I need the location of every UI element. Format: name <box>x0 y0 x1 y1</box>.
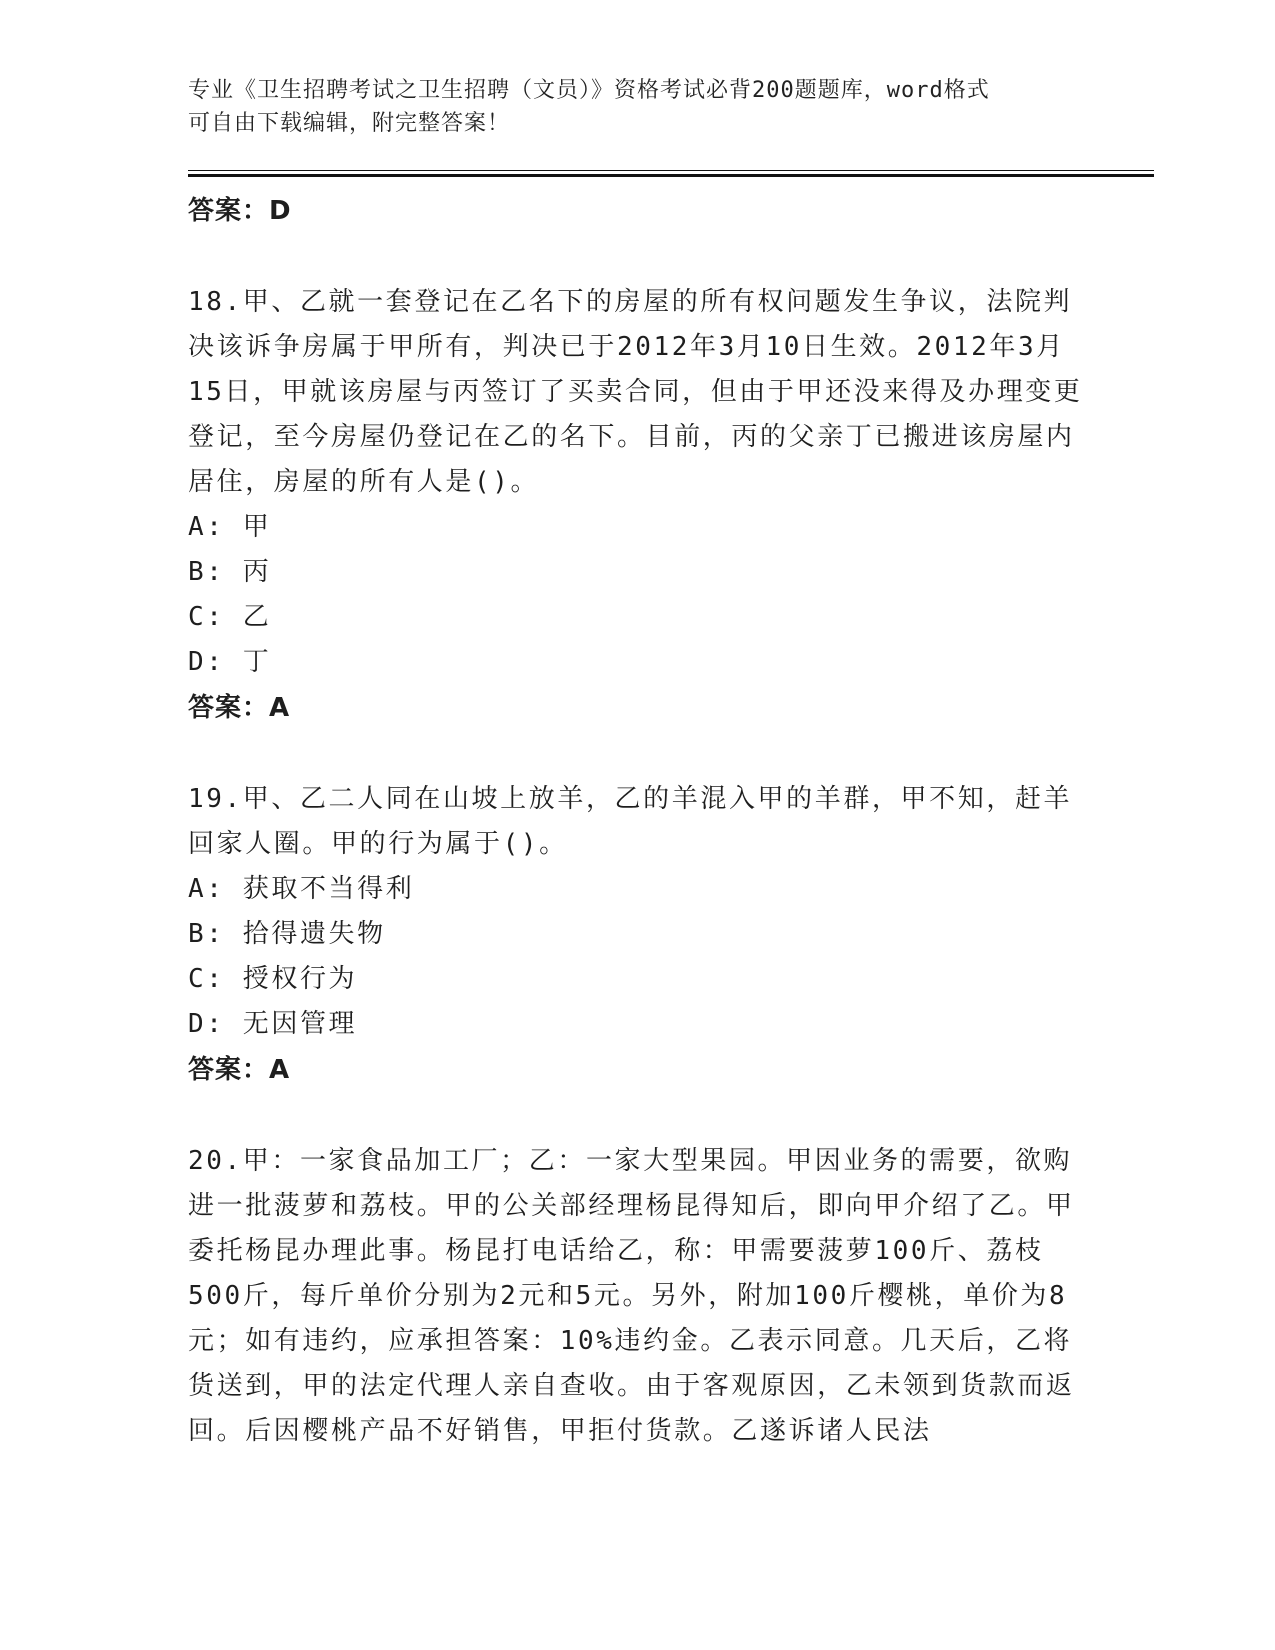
question-stem: 18.甲、乙就一套登记在乙名下的房屋的所有权问题发生争议，法院判决该诉争房属于甲所有，判决已于2012年3月10日生效。2012年3月15日，甲就该房屋与丙签订了买卖合同，但由于甲还没来得及办理变更登记，至今房屋仍登记在乙的名下。目前，丙的父亲丁已搬进该房屋内居住，房屋的所有人是()。 <box>188 287 1083 497</box>
answer-19: 答案：A <box>188 1055 291 1085</box>
option-a: A: 甲 <box>188 512 272 542</box>
answer-18: 答案：A <box>188 693 291 723</box>
question-19 <box>188 777 1088 1093</box>
option-b: B: 拾得遗失物 <box>188 919 386 949</box>
document-header <box>188 74 1078 140</box>
option-c: C: 乙 <box>188 602 272 632</box>
header-title-line1: 专业《卫生招聘考试之卫生招聘（文员）》资格考试必背200题题库，word格式 <box>188 78 990 103</box>
question-stem: 19.甲、乙二人同在山坡上放羊，乙的羊混入甲的羊群，甲不知，赶羊回家人圈。甲的行为属于()。 <box>188 784 1073 859</box>
question-18 <box>188 280 1088 731</box>
header-title-line2: 可自由下载编辑，附完整答案！ <box>188 111 511 136</box>
header-rule-thick <box>188 174 1154 177</box>
question-20 <box>188 1139 1088 1454</box>
header-rule-thin <box>188 170 1154 171</box>
option-b: B: 丙 <box>188 557 272 587</box>
option-d: D: 丁 <box>188 647 272 677</box>
option-a: A: 获取不当得利 <box>188 874 415 904</box>
question-stem: 20.甲：一家食品加工厂；乙：一家大型果园。甲因业务的需要，欲购进一批菠萝和荔枝。甲的公关部经理杨昆得知后，即向甲介绍了乙。甲委托杨昆办理此事。杨昆打电话给乙，称：甲需要菠萝100斤、荔枝500斤，每斤单价分别为2元和5元。另外，附加100斤樱桃，单价为8元；如有违约，应承担答案：10%违约金。乙表示同意。几天后，乙将货送到，甲的法定代理人亲自查收。由于客观原因，乙未领到货款而返回。后因樱桃产品不好销售，甲拒付货款。乙遂诉诸人民法 <box>188 1146 1075 1446</box>
document-body <box>188 188 1088 1454</box>
option-d: D: 无因管理 <box>188 1009 358 1039</box>
answer-17: 答案：D <box>188 196 292 226</box>
option-c: C: 授权行为 <box>188 964 358 994</box>
